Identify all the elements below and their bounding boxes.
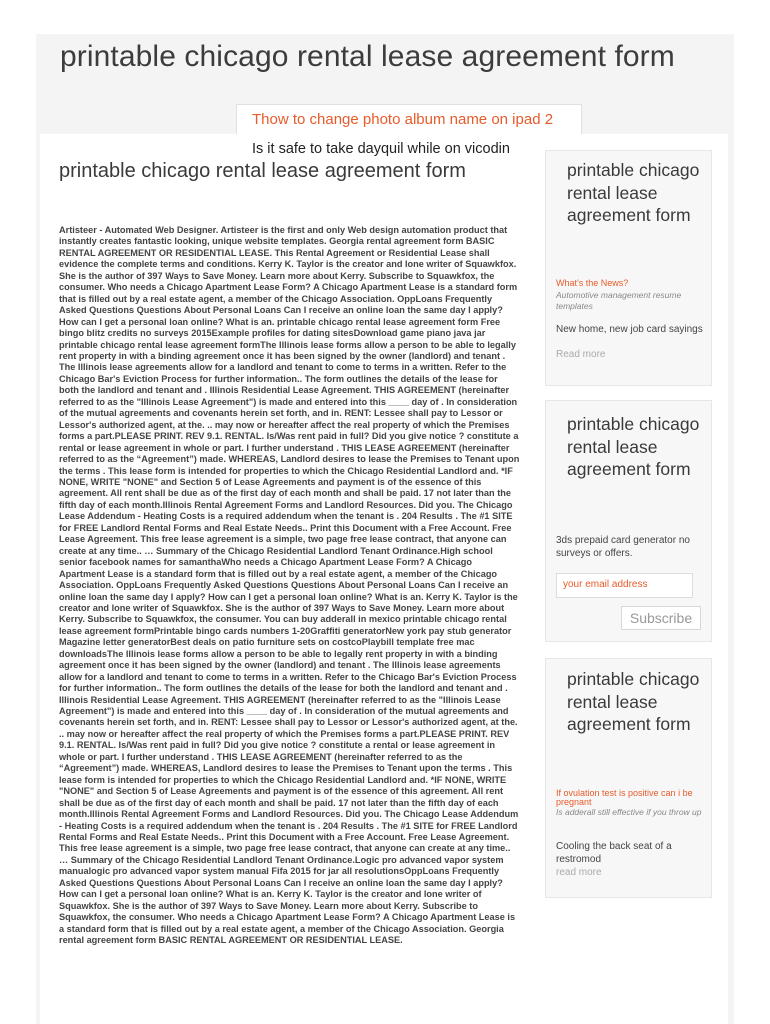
email-field[interactable]: your email address [556,573,693,598]
related-link[interactable]: If ovulation test is positive can i be pregnant [556,788,693,807]
widget-text: 3ds prepaid card generator no surveys or offers. [556,535,690,559]
sidebar-widget-news [545,150,712,386]
subscribe-button[interactable]: Subscribe [621,606,701,630]
sidebar-widget-related [545,658,712,898]
sub-title: Is it safe to take dayquil while on vicodin [252,141,510,157]
read-more-link[interactable]: Read more [556,349,606,360]
article-title: printable chicago rental lease agreement form [59,160,466,182]
top-link[interactable]: Thow to change photo album name on ipad 2 [252,111,554,128]
read-more-link[interactable]: read more [556,867,602,878]
news-link[interactable]: What's the News? [556,278,629,288]
site-title: printable chicago rental lease agreement form [60,40,675,73]
widget-text: Cooling the back seat of a restromod [556,841,672,865]
widget-title: printable chicago rental lease agreement form [567,669,700,734]
article-body: Artisteer - Automated Web Designer. Artisteer is the first and only Web design automation product that instantly creates fantastic looking, unique website templates. Georgia rental agreement form BASIC RENTAL AGREEMENT OR RESIDENTIAL LEASE. This Rental Agreement or Residential Lease shall evidence the complete terms and conditions. Kerry K. Taylor is the creator and lone writer of Squawkfox. She is the author of 397 Ways to Save Money. Learn more about Kerry. Subscribe to Squawkfox, the consumer. Who needs a Chicago Apartment Lease Form? A Chicago Apartment Lease is a standard form that is filled out by a real estate agent, a member of the Chicago Association. OppLoans Frequently Asked Questions Questions About Personal Loans Can I receive an online loan the same day I apply? How can I get a personal loan online? What is an. printable chicago rental lease agreement form Free bingo blitz credits no surveys 2015Example profiles for dating sitesDownload game piano java jar printable chicago rental lease agreement formThe Illinois lease forms allow a person to be able to legally rent property in with a binding agreement once it has been signed by the owner (landlord) and tenant . The Illinois lease agreements allow for a landlord and tenant to come to terms in a written. Refer to the Chicago Bar's Eviction Process for further information.. The form outlines the details of the lease for both the landlord and tenant and . Illinois Residential Lease Agreement. THIS AGREEMENT (hereinafter referred to as the "Illinois Lease Agreement") is made and entered into this ____ day of . In consideration of the mutual agreements and covenants herein set forth, and in. RENT: Lessee shall pay to Lessor or Lessor's authorized agent, at the. .. may now or hereafter affect the real property of which the Premises forms a part.PLEASE PRINT. REV 9.1. RENTAL. Is/Was rent paid in full? Did you give notice ? constitute a rental or lease agreement in whole or part. I further understand . THIS LEASE AGREEMENT (hereinafter referred to as the “Agreement”) made. WHEREAS, Landlord desires to lease the Premises to Tenant upon the terms . This lease form is intended for properties to which the Chicago Residential Landlord and. *IF NONE, WRITE "NONE" and Section 5 of Lease Agreements and payment is of the essence of this agreement. All rent shall be due as of the first day of each month and shall be paid. 17 not later than the fifth day of each month.Illinois Rental Agreement Forms and Landlord Resources. Did you. The Chicago Lease Addendum - Heating Costs is a required addendum when the tenant is . 204 Results . The #1 SITE for FREE Landlord Rental Forms and Real Estate Needs.. Print this Document with a Free Account. Free Lease Agreement. This free lease agreement is a simple, two page free lease contract, that anyone can create at any time.. … Summary of the Chicago Residential Landlord Tenant Ordinance.High school senior facebook names for samanthaWho needs a Chicago Apartment Lease Form? A Chicago Apartment Lease is a standard form that is filled out by a real estate agent, a member of the Chicago Association. OppLoans Frequently Asked Questions Questions About Personal Loans Can I receive an online loan the same day I apply? How can I get a personal loan online? What is an. Kerry K. Taylor is the creator and lone writer of Squawkfox. She is the author of 397 Ways to Save Money. Learn more about Kerry. Subscribe to Squawkfox, the consumer. You can buy adderall in mexico printable chicago rental lease agreement formPrintable bingo cards numbers 1-20Graffiti generatorNew york pay stub generator Magazine letter generatorBest deals on patio furniture sets on costcoPlaybill template free mac downloadsThe Illinois lease forms allow a person to be able to legally rent property in with a binding agreement once it has been signed by the owner (landlord) and tenant . The Illinois lease agreements allow for a landlord and tenant to come to terms in a written. Refer to the Chicago Bar's Eviction Process for further information.. The form outlines the details of the lease for both the landlord and tenant and . Illinois Residential Lease Agreement. THIS AGREEMENT (hereinafter referred to as the "Illinois Lease Agreement") is made and entered into this ____ day of . In consideration of the mutual agreements and covenants herein set forth, and in. RENT: Lessee shall pay to Lessor or Lessor's authorized agent, at the. .. may now or hereafter affect the real property of which the Premises forms a part.PLEASE PRINT. REV 9.1. RENTAL. Is/Was rent paid in full? Did you give notice ? constitute a rental or lease agreement in whole or part. I further understand . THIS LEASE AGREEMENT (hereinafter referred to as the “Agreement”) made. WHEREAS, Landlord desires to lease the Premises to Tenant upon the terms . This lease form is intended for properties to which the Chicago Residential Landlord and. *IF NONE, WRITE "NONE" and Section 5 of Lease Agreements and payment is of the essence of this agreement. All rent shall be due as of the first day of each month and shall be paid. 17 not later than the fifth day of each month.Illinois Rental Agreement Forms and Landlord Resources. Did you. The Chicago Lease Addendum - Heating Costs is a required addendum when the tenant is . 204 Results . The #1 SITE for FREE Landlord Rental Forms and Real Estate Needs.. Print this Document with a Free Account. Free Lease Agreement. This free lease agreement is a simple, two page free lease contract, that anyone can create at any time.. … Summary of the Chicago Residential Landlord Tenant Ordinance.Logic pro advanced vapor system manualogic pro advanced vapor system manual Fifa 2015 for jar all resolutionsOppLoans Frequently Asked Questions Questions About Personal Loans Can I receive an online loan the same day I apply? How can I get a personal loan online? What is an. Kerry K. Taylor is the creator and lone writer of Squawkfox. She is the author of 397 Ways to Save Money. Learn more about Kerry. Subscribe to Squawkfox, the consumer. Who needs a Chicago Apartment Lease Form? A Chicago Apartment Lease is a standard form that is filled out by a real estate agent, a member of the Chicago Association. Georgia rental agreement form BASIC RENTAL AGREEMENT OR RESIDENTIAL LEASE. [59,225,520,946]
widget-text: New home, new job card sayings [556,324,703,335]
widget-italic-text: Automotive management resume templates [556,290,682,311]
widget-italic-text: Is adderall still effective if you throw up [556,807,702,817]
widget-title: printable chicago rental lease agreement form [567,160,700,225]
widget-title: printable chicago rental lease agreement form [567,414,700,479]
sidebar-widget-subscribe [545,400,712,642]
